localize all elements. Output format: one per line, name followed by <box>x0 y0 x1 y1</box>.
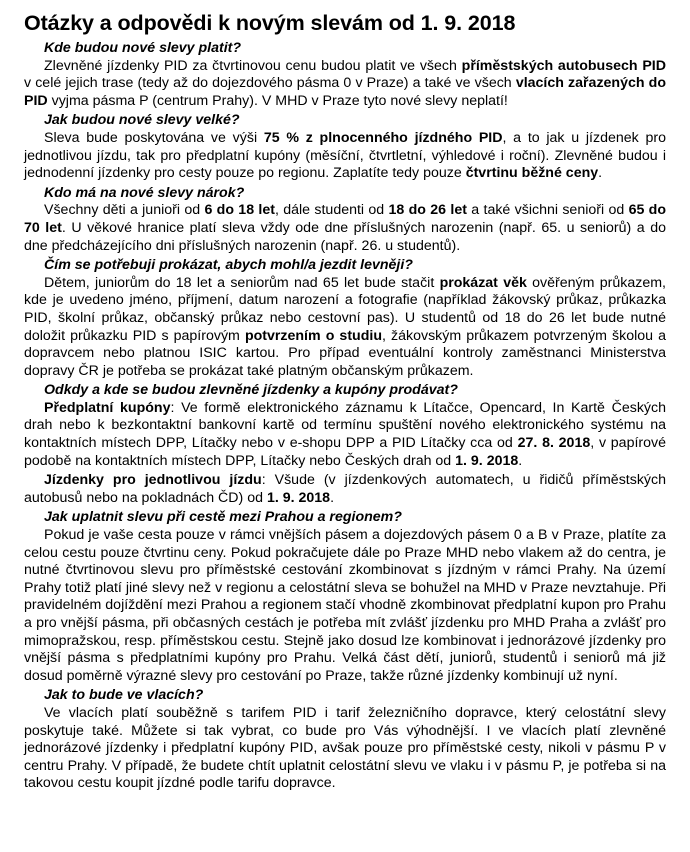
emphasis-text: vlacích zařazených do PID <box>24 75 666 109</box>
question-heading: Kdo má na nové slevy nárok? <box>44 184 245 201</box>
body-text-run: vyjma pásma P (centrum Prahy). V MHD v Praze tyto nové slevy neplatí! <box>47 92 508 109</box>
question-heading: Jak uplatnit slevu při cestě mezi Prahou a regionem? <box>44 509 402 526</box>
body-text-run: Pokud je vaše cesta pouze v rámci vnějších pásem a dojezdových pásem 0 a B v Praze, platíte za celou cestu pouze čtvrtinu ceny. Pokud pokračujete dále po Praze MHD nebo vlakem až do centra, je nutné čtvrtinovou slevu pro příměstské cestování zkombinovat s jízdným v rámci Prahy. Na území Prahy totiž platí jiné slevy než v regionu a celostátní sleva se bohužel na MHD v Praze nevztahuje. Při pravidelném dojíždění mezi Prahou a regionem stačí vhodně zkombinovat předplatní kupon pro Prahu a pro vnější pásma, při občasných cestách je potřeba mít zvlášť jízdenku pro MHD Praha a zvlášť pro mimopražskou, resp. příměstskou cestu. Stejně jako dosud lze kombinovat i jednorázové jízdenky pro vnější pásma s předplatními kupóny pro Prahu. Velká část dětí, juniorů, studentů i seniorů má již dosud poměrně výrazné slevy pro cestování po Praze, takže různé jízdenky kombinují už nyní. <box>24 527 666 684</box>
body-text-run: v celé jejich trase (tedy až do dojezdového pásma 0 v Praze) a také ve všech <box>24 75 516 92</box>
emphasis-text: 6 do 18 let <box>204 202 275 219</box>
answer-paragraph <box>24 400 666 470</box>
body-text-run: , žákovským průkazem potvrzeným školou a dopravcem nebo platnou ISIC kartou. Pro případ eventuální kontroly zaměstnanci Ministerstva dopravy ČR je potřeba se prokázat také platným občanským průkazem. <box>24 327 667 379</box>
emphasis-text: 1. 9. 2018 <box>266 489 331 506</box>
answer-paragraph <box>24 705 666 793</box>
question-heading: Jak budou nové slevy velké? <box>44 112 240 129</box>
answer-paragraph <box>24 202 666 255</box>
question-heading: Jak to bude ve vlacích? <box>44 687 204 704</box>
emphasis-text: čtvrtinu běžné ceny <box>465 165 599 182</box>
body-text-run: . <box>518 452 523 469</box>
emphasis-text: prokázat věk <box>439 274 527 291</box>
body-text-run: Dětem, juniorům do 18 let a seniorům nad 65 let bude stačit <box>44 274 440 291</box>
emphasis-text: 1. 9. 2018 <box>455 452 519 469</box>
emphasis-text: příměstských autobusech PID <box>461 57 666 74</box>
body-text-run: , dále studenti od <box>274 202 389 219</box>
body-text-run: Ve vlacích platí souběžně s tarifem PID i tarif železničního dopravce, který celostátní slevy poskytuje také. Můžete si tak vybrat, co bude pro Vás výhodnější. I ve vlacích platí zlevněné jednorázové jízdenky i předplatní kupóny PID, avšak pouze pro příměstské cesty, nikoli v pásmu P v centru Prahy. V případě, že budete chtít uplatnit celostátní slevu ve vlaku i v pásmu P, je potřeba si na takovou cestu koupit jízdné podle tarifu dopravce. <box>24 704 666 792</box>
answer-paragraph <box>24 130 666 183</box>
emphasis-text: Jízdenky pro jednotlivou jízdu <box>44 472 262 489</box>
body-text-run: , a to jak u jízdenek pro jednotlivou jízdu, tak pro předplatní kupóny (měsíční, čtvrtletní, výhledové i roční). Zlevněné budou i jednodenní jízdenky pro cesty pouze po regionu. Zaplatíte tedy pouze <box>24 129 666 182</box>
answer-paragraph <box>24 275 666 381</box>
answer-paragraph <box>24 472 666 507</box>
question-heading: Kde budou nové slevy platit? <box>44 40 242 56</box>
body-text-run: a také všichni senioři od <box>466 202 629 219</box>
body-text-run: , v papírové podobě na kontaktních místech DPP, Lítačky nebo Českých drah od <box>24 435 667 469</box>
question-heading: Čím se potřebuji prokázat, abych mohl/a jezdit levněji? <box>44 257 413 274</box>
qa-list <box>24 40 666 793</box>
emphasis-text: 27. 8. 2018 <box>517 435 591 452</box>
body-text-run: . <box>330 489 335 506</box>
question-heading: Odkdy a kde se budou zlevněné jízdenky a kupóny prodávat? <box>44 382 458 399</box>
answer-paragraph <box>24 527 666 685</box>
answer-paragraph <box>24 58 666 111</box>
emphasis-text: 75 % z plnocenného jízdného PID <box>263 129 503 146</box>
body-text-run: . <box>598 165 603 182</box>
body-text-run: Sleva bude poskytována ve výši <box>44 129 264 146</box>
body-text-run: Zlevněné jízdenky PID za čtvrtinovou cenu budou platit ve všech <box>44 57 462 74</box>
emphasis-text: Předplatní kupóny <box>44 399 171 416</box>
emphasis-text: 65 do 70 let <box>24 202 666 236</box>
body-text-run: : Ve formě elektronického záznamu k Lítačce, Opencard, In Kartě Českých drah nebo k bezkontaktní bankovní kartě od termínu spuštění nového elektronického systému na kontaktních místech DPP, Lítačky nebo v e-shopu DPP a PID Lítačky cca od <box>24 399 667 452</box>
body-text-run: Všechny děti a junioři od <box>44 202 205 219</box>
body-text-run: . U věkové hranice platí sleva vždy ode dne příslušných narozenin (např. 65. u seniorů) a do dne předcházejícího dni příslušných narozenin (např. 26. u studentů). <box>24 219 666 254</box>
body-text-run: ověřeným průkazem, kde je uvedeno jméno, příjmení, datum narození a fotografie (například žákovský průkaz, průkazka PID, školní průkaz, občanský průkaz nebo cestovní pas). U studentů od 18 do 26 let bude nutné doložit průkazku PID s papírovým <box>24 274 666 344</box>
emphasis-text: potvrzením o studiu <box>244 327 382 344</box>
page-title: Otázky a odpovědi k novým slevám od 1. 9. 2018 <box>24 11 516 35</box>
body-text-run: : Všude (v jízdenkových automatech, u řidičů příměstských autobusů nebo na pokladnách ČD) od <box>24 472 666 506</box>
emphasis-text: 18 do 26 let <box>388 202 467 219</box>
